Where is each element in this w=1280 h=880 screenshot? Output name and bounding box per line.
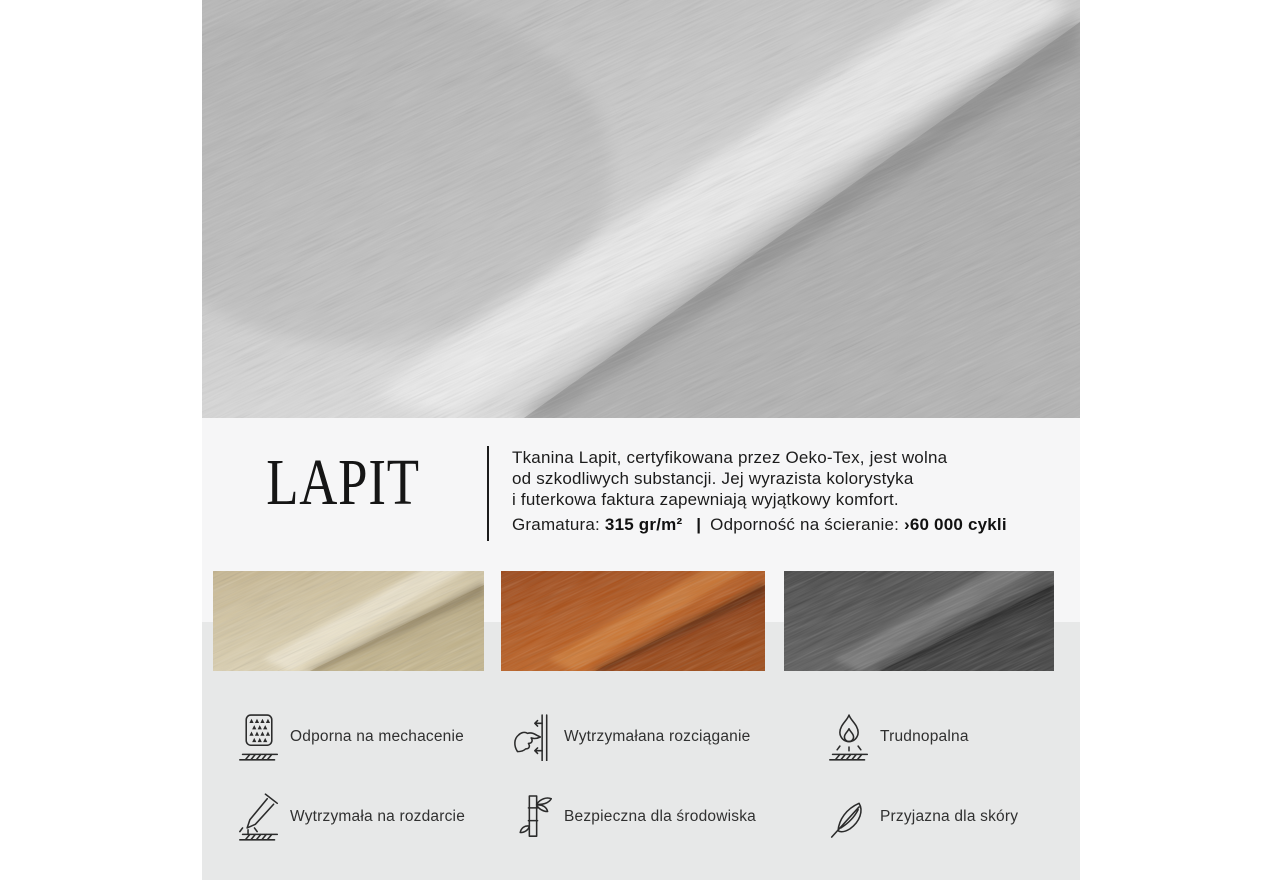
feature-label: Wytrzymałana rozciąganie — [564, 728, 751, 745]
fabric-swatch-rust — [501, 571, 765, 671]
feature-item-skin — [828, 792, 1080, 842]
feature-label: Przyjazna dla skóry — [880, 808, 1019, 825]
product-description — [512, 447, 1052, 535]
weight-label: Gramatura: — [512, 515, 600, 534]
skin-friendly-icon — [828, 792, 870, 842]
abrasion-value: ›60 000 cykli — [903, 515, 1007, 534]
feature-item-stretch — [512, 712, 828, 762]
tear-resistant-icon — [238, 792, 280, 842]
abrasion-label: Odporność na ścieranie: — [710, 515, 900, 534]
description-line-2: od szkodliwych substancji. Jej wyrazista kolorystyka — [512, 469, 914, 488]
feature-label: Wytrzymała na rozdarcie — [290, 808, 466, 825]
feature-label: Odporna na mechacenie — [290, 728, 464, 745]
title-box — [202, 427, 484, 539]
description-line-1: Tkanina Lapit, certyfikowana przez Oeko-Tex, jest wolna — [512, 448, 948, 467]
feature-label: Bezpieczna dla środowiska — [564, 808, 756, 825]
page-title: LAPIT — [266, 446, 420, 519]
fabric-hero-image — [202, 0, 1080, 418]
feature-item-eco — [512, 792, 828, 842]
eco-friendly-icon — [512, 792, 554, 842]
description-line-3: i futerkowa faktura zapewniają wyjątkowy komfort. — [512, 490, 899, 509]
feature-item-pilling — [238, 712, 512, 762]
pilling-resistant-icon — [238, 712, 280, 762]
fabric-swatch-beige — [213, 571, 484, 671]
feature-item-flame — [828, 712, 1080, 762]
features-grid — [202, 712, 1080, 842]
flame-retardant-icon — [828, 712, 870, 762]
feature-label: Trudnopalna — [880, 728, 969, 745]
weight-value: 315 gr/m² — [604, 515, 683, 534]
stretch-resistant-icon — [512, 712, 554, 762]
product-specs — [512, 514, 1052, 535]
fabric-swatch-anthracite — [784, 571, 1054, 671]
feature-item-tear — [238, 792, 512, 842]
vertical-divider — [487, 446, 489, 541]
specs-separator: | — [696, 515, 702, 534]
